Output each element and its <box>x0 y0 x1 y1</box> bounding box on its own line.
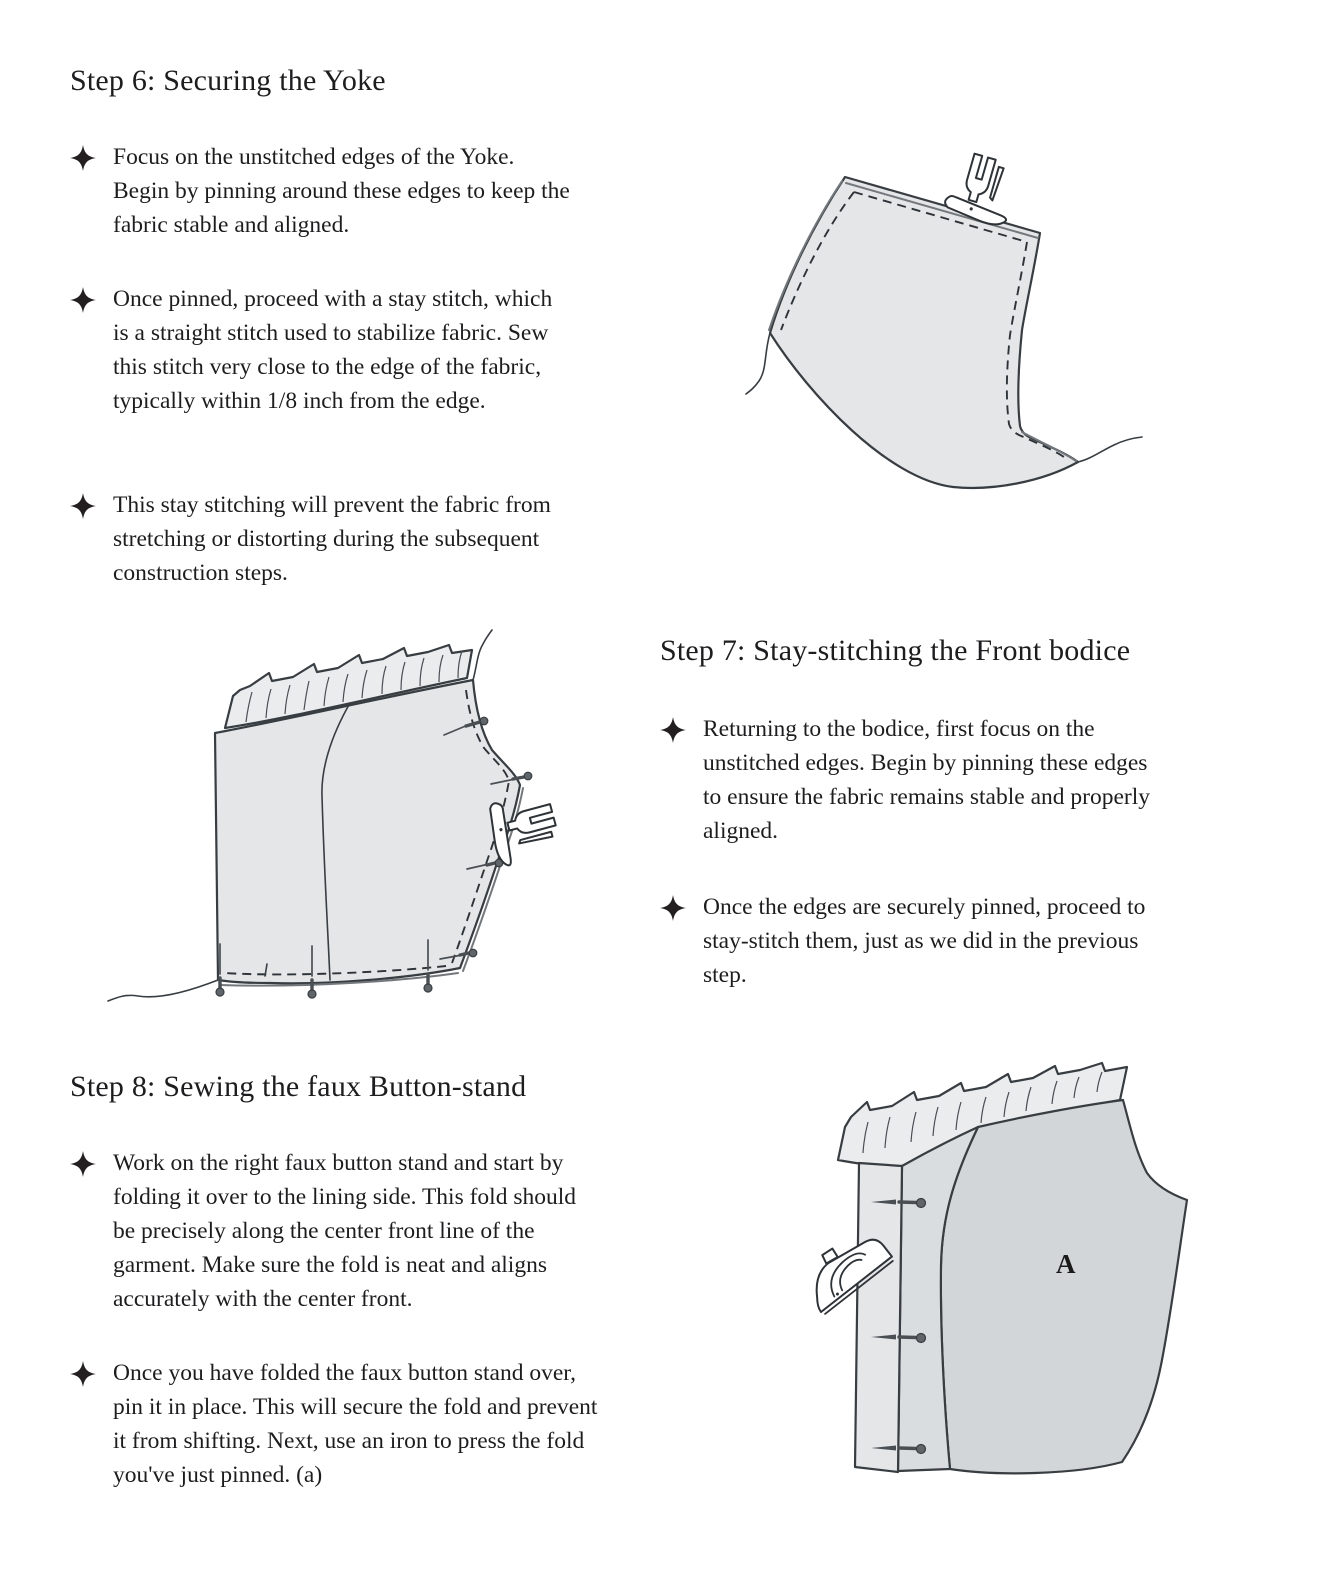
bullet-text: Returning to the bodice, first focus on the unstitched edges. Begin by pinning these edges to ensure the fabric remains stable and properly aligned. <box>703 716 1150 844</box>
thread <box>473 630 492 680</box>
bullet-text: Focus on the unstitched edges of the Yoke. Begin by pinning around these edges to keep the fabric stable and aligned. <box>113 144 570 238</box>
piece-label: A <box>1056 1249 1076 1279</box>
bullet-text: This stay stitching will prevent the fabric from stretching or distorting during the subsequent construction steps. <box>113 492 551 586</box>
bullet-text: Once pinned, proceed with a stay stitch, which is a straight stitch used to stabilize fabric. Sew this stitch very close to the edge of the fabric, typically within 1/8 inch from the edge. <box>113 286 553 414</box>
bullet-text: Once you have folded the faux button stand over, pin it in place. This will secure the fold and prevent it from shifting. Next, use an iron to press the fold you've just pinned. (a) <box>113 1360 598 1488</box>
section-heading-step8: Step 8: Sewing the faux Button-stand <box>70 1070 527 1103</box>
sparkle-bullet-icon <box>70 1151 96 1177</box>
bullet-item <box>660 890 1153 992</box>
button-stand-strip <box>855 1163 902 1472</box>
sparkle-bullet-icon <box>70 1361 96 1387</box>
bullet-item <box>70 1146 598 1316</box>
bullet-item <box>70 140 570 242</box>
sparkle-bullet-icon <box>660 717 686 743</box>
sparkle-bullet-icon <box>70 287 96 313</box>
front-bodice-illustration <box>100 628 640 1028</box>
fabric-panel <box>941 1100 1187 1473</box>
section-heading-step7: Step 7: Stay-stitching the Front bodice <box>660 634 1131 667</box>
button-stand-illustration <box>775 1055 1295 1500</box>
bullet-item <box>70 1356 598 1492</box>
sparkle-bullet-icon <box>70 493 96 519</box>
thread <box>1078 437 1142 462</box>
bullet-item <box>70 282 570 418</box>
thread <box>746 333 770 394</box>
sparkle-bullet-icon <box>660 895 686 921</box>
yoke-illustration <box>730 130 1160 502</box>
bullet-item <box>70 488 570 590</box>
section-heading-step6: Step 6: Securing the Yoke <box>70 64 386 97</box>
bullet-item <box>660 712 1153 848</box>
sparkle-bullet-icon <box>70 145 96 171</box>
bullet-text: Work on the right faux button stand and start by folding it over to the lining side. This fold should be precisely along the center front line of the garment. Make sure the fold is neat and aligns accurately with the center front. <box>113 1150 577 1312</box>
bullet-text: Once the edges are securely pinned, proceed to stay-stitch them, just as we did in the previous step. <box>703 894 1146 988</box>
thread <box>108 980 218 1001</box>
